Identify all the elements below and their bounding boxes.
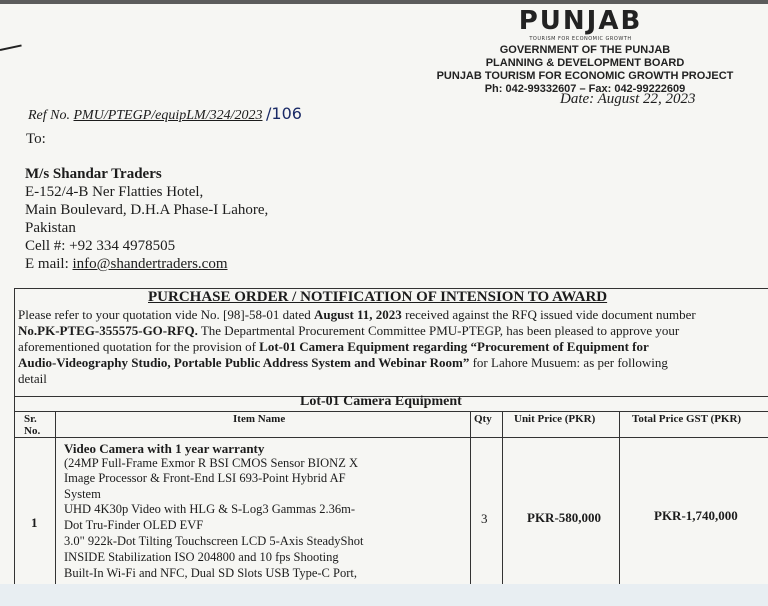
notice-paragraph-line bbox=[18, 371, 768, 387]
item-desc-line: UHD 4K30p Video with HLG & S-Log3 Gammas 2.36m- bbox=[64, 502, 356, 516]
top-edge-bar bbox=[0, 0, 768, 4]
text-segment: aforementioned quotation for the provision of bbox=[18, 339, 260, 354]
notice-paragraph-line bbox=[18, 355, 768, 371]
reference-number bbox=[28, 104, 302, 124]
header-line-contact: Ph: 042-99332607 – Fax: 042-99222609 bbox=[484, 83, 686, 95]
bold-text-segment: No.PK-PTEG-355575-GO-RFQ. bbox=[18, 323, 198, 338]
address-line-2: Main Boulevard, D.H.A Phase-I Lahore, bbox=[25, 202, 269, 218]
email-link[interactable]: info@shandertraders.com bbox=[72, 256, 228, 272]
ref-handwritten-suffix: /106 bbox=[266, 104, 302, 123]
item-title: Video Camera with 1 year warranty bbox=[64, 441, 265, 456]
item-desc-line: Dot Tru-Finder OLED EVF bbox=[64, 518, 204, 532]
text-segment: The Departmental Procurement Committee PMU-PTEGP, has been pleased to approve your bbox=[197, 323, 680, 338]
bottom-edge-bar bbox=[0, 584, 768, 606]
letter-date: Date: August 22, 2023 bbox=[560, 91, 696, 107]
table-caption: Lot-01 Camera Equipment bbox=[300, 394, 462, 409]
item-desc-line: INSIDE Stabilization ISO 204800 and 10 fps Shooting bbox=[64, 550, 339, 564]
header-total-price: Total Price GST (PKR) bbox=[632, 413, 742, 425]
item-desc-line: Image Processor & Front-End LSI 693-Point Hybrid AF bbox=[64, 471, 346, 485]
table-left-border bbox=[14, 396, 15, 586]
header-line-project: PUNJAB TOURISM FOR ECONOMIC GROWTH PROJECT bbox=[436, 70, 734, 82]
pen-mark bbox=[0, 44, 22, 51]
header-unit-price: Unit Price (PKR) bbox=[514, 413, 596, 425]
col-divider-qty bbox=[502, 411, 503, 586]
bold-text-segment: Lot-01 Camera Equipment regarding “Procurement of Equipment for bbox=[259, 339, 649, 354]
header-qty: Qty bbox=[474, 413, 492, 425]
address-line-3: Pakistan bbox=[25, 220, 76, 236]
item-desc-line: 3.0" 922k-Dot Tilting Touchscreen LCD 5-Axis SteadyShot bbox=[64, 534, 364, 548]
ref-number: PMU/PTEGP/equipLM/324/2023 bbox=[73, 108, 263, 123]
item-desc-line: Built-In Wi-Fi and NFC, Dual SD Slots USB Type-C Port, bbox=[64, 566, 357, 580]
text-segment: received against the RFQ issued vide document number bbox=[401, 307, 696, 322]
col-divider-unit bbox=[619, 411, 620, 586]
col-divider-sr bbox=[55, 411, 56, 586]
item-desc-line: System bbox=[64, 487, 101, 501]
row-qty: 3 bbox=[481, 511, 488, 526]
header-sr-line1: Sr. bbox=[24, 413, 37, 425]
table-caption-divider bbox=[14, 411, 768, 412]
header-sr bbox=[24, 413, 40, 437]
bold-text-segment: August 11, 2023 bbox=[314, 307, 402, 322]
section-left-border bbox=[14, 288, 15, 396]
email-label: E mail: bbox=[25, 256, 69, 272]
text-segment: for Lahore Musuem: as per following bbox=[469, 355, 668, 370]
row-total-price: PKR-1,740,000 bbox=[654, 508, 738, 523]
address-email-row bbox=[25, 256, 228, 273]
text-segment: Please refer to your quotation vide No. [98]-58-01 dated bbox=[18, 307, 315, 322]
notice-title: PURCHASE ORDER / NOTIFICATION OF INTENSION TO AWARD bbox=[148, 289, 608, 305]
bold-text-segment: Audio-Videography Studio, Portable Public Address System and Webinar Room” bbox=[18, 355, 470, 370]
table-header-divider bbox=[14, 437, 768, 438]
item-desc-line: (24MP Full-Frame Exmor R BSI CMOS Sensor BIONZ X bbox=[64, 456, 358, 470]
logo-word: PUNJAB bbox=[518, 6, 643, 36]
row-sr-number: 1 bbox=[31, 515, 38, 530]
address-line-1: E-152/4-B Ner Flatties Hotel, bbox=[25, 184, 204, 200]
notice-paragraph-line bbox=[18, 323, 768, 339]
header-line-government: GOVERNMENT OF THE PUNJAB bbox=[499, 44, 671, 56]
to-label: To: bbox=[26, 131, 46, 147]
row-unit-price: PKR-580,000 bbox=[527, 510, 602, 525]
ref-prefix: Ref No. bbox=[28, 108, 70, 123]
addressee-name: M/s Shandar Traders bbox=[25, 166, 162, 182]
header-sr-line2: No. bbox=[24, 425, 41, 437]
logo-tagline: TOURISM FOR ECONOMIC GROWTH bbox=[529, 36, 632, 42]
header-item-name: Item Name bbox=[233, 413, 286, 425]
text-segment: detail bbox=[18, 371, 47, 386]
notice-paragraph-line bbox=[18, 339, 768, 355]
header-line-board: PLANNING & DEVELOPMENT BOARD bbox=[485, 57, 685, 69]
notice-paragraph-line bbox=[18, 307, 768, 323]
address-phone: Cell #: +92 334 4978505 bbox=[25, 238, 176, 254]
